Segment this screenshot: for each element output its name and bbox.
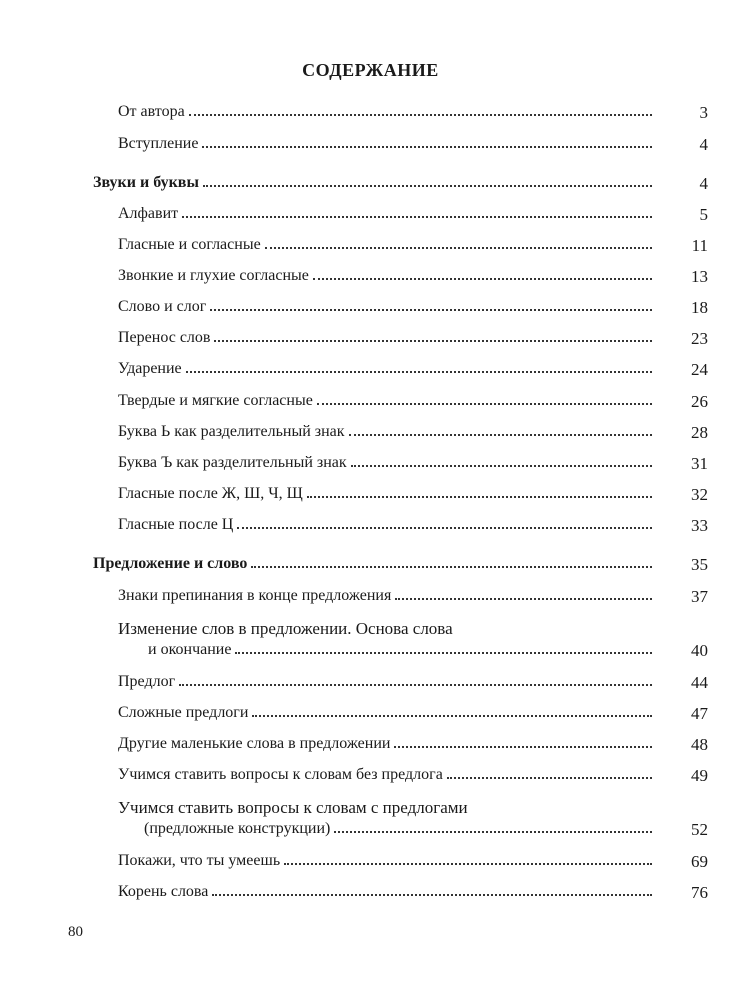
leader-dots xyxy=(317,403,652,405)
toc-entry-label: Гласные после Ц xyxy=(118,516,234,533)
leader-dots xyxy=(210,309,652,311)
toc-entry-label: Другие маленькие слова в предложении xyxy=(118,735,391,752)
toc-entry-page: 48 xyxy=(691,735,708,754)
toc-entry-label: (предложные конструкции) xyxy=(144,820,331,837)
toc-section-label: Предложение и слово xyxy=(93,555,248,572)
toc-entry-label: Вступление xyxy=(118,135,199,152)
toc-entry-page: 47 xyxy=(691,704,708,723)
toc-entry-label: Предлог xyxy=(118,673,176,690)
toc-entry-page: 69 xyxy=(691,852,708,871)
toc-entry-label: и окончание xyxy=(148,641,232,658)
leader-dots xyxy=(307,496,652,498)
leader-dots xyxy=(395,598,652,600)
toc-entry-page: 31 xyxy=(691,454,708,473)
toc-entry-page: 24 xyxy=(691,360,708,379)
leader-dots xyxy=(313,278,652,280)
toc-entry-label: Ударение xyxy=(118,360,182,377)
toc-entry-label: Гласные и согласные xyxy=(118,236,261,253)
toc-entry-page: 49 xyxy=(691,766,708,785)
toc-entry-label: Твердые и мягкие согласные xyxy=(118,392,313,409)
toc-entry xyxy=(118,766,656,784)
toc-entry-label: Гласные после Ж, Ш, Ч, Щ xyxy=(118,485,303,502)
toc-entry xyxy=(118,735,656,753)
toc-entry-label: Буква Ь как разделительный знак xyxy=(118,423,345,440)
toc-entry xyxy=(144,820,656,838)
toc-entry-page: 13 xyxy=(691,267,708,286)
leader-dots xyxy=(186,371,652,373)
leader-dots xyxy=(203,185,652,187)
toc-section-label: Звуки и буквы xyxy=(93,174,199,191)
toc-entry-label: Знаки препинания в конце предложения xyxy=(118,587,392,604)
toc-entry-line1: Изменение слов в предложении. Основа слова xyxy=(118,619,453,638)
leader-dots xyxy=(447,777,652,779)
toc-entry-page: 33 xyxy=(691,516,708,535)
leader-dots xyxy=(214,340,652,342)
leader-dots xyxy=(182,216,652,218)
toc-entry xyxy=(118,423,656,441)
toc-entry xyxy=(118,329,656,347)
leader-dots xyxy=(349,434,652,436)
leader-dots xyxy=(394,746,652,748)
toc-entry-page: 40 xyxy=(691,641,708,660)
toc-entry-page: 18 xyxy=(691,298,708,317)
toc-entry xyxy=(118,587,656,605)
leader-dots xyxy=(202,146,652,148)
toc-entry xyxy=(118,135,656,153)
toc-entry-page: 4 xyxy=(699,135,708,154)
toc-section xyxy=(93,174,656,192)
toc-entry-page: 52 xyxy=(691,820,708,839)
toc-entry-label: Учимся ставить вопросы к словам без предлога xyxy=(118,766,443,783)
toc-entry xyxy=(118,704,656,722)
leader-dots xyxy=(284,863,652,865)
page-title: СОДЕРЖАНИЕ xyxy=(302,60,439,80)
toc-entry-page: 32 xyxy=(691,485,708,504)
toc-section-page: 35 xyxy=(691,555,708,574)
toc-entry xyxy=(118,392,656,410)
leader-dots xyxy=(252,715,652,717)
leader-dots xyxy=(189,114,652,116)
leader-dots xyxy=(351,465,652,467)
toc-entry-page: 28 xyxy=(691,423,708,442)
toc-entry-label: Алфавит xyxy=(118,205,179,222)
toc-entry-label: От автора xyxy=(118,103,185,120)
toc-entry xyxy=(148,641,656,659)
page-number: 80 xyxy=(68,924,83,940)
toc-section-page: 4 xyxy=(699,174,708,193)
toc-entry-label: Корень слова xyxy=(118,883,209,900)
toc-entry-label: Покажи, что ты умеешь xyxy=(118,852,281,869)
toc-entry-page: 3 xyxy=(699,103,708,122)
toc-entry-line1: Учимся ставить вопросы к словам с предлогами xyxy=(118,798,468,817)
toc-entry-label: Буква Ъ как разделительный знак xyxy=(118,454,347,471)
toc-entry-page: 23 xyxy=(691,329,708,348)
toc-entry-page: 44 xyxy=(691,673,708,692)
toc-entry xyxy=(118,267,656,285)
toc-entry xyxy=(118,236,656,254)
toc-entry-page: 76 xyxy=(691,883,708,902)
leader-dots xyxy=(265,247,652,249)
toc-entry xyxy=(118,360,656,378)
toc-entry-page: 11 xyxy=(691,236,708,255)
toc-entry xyxy=(118,454,656,472)
toc-entry xyxy=(118,852,656,870)
leader-dots xyxy=(251,566,652,568)
toc-entry-label: Перенос слов xyxy=(118,329,211,346)
toc-entry-label: Слово и слог xyxy=(118,298,207,315)
toc-entry xyxy=(118,516,656,534)
toc-entry xyxy=(118,103,656,121)
toc-entry xyxy=(118,883,656,901)
leader-dots xyxy=(235,652,652,654)
leader-dots xyxy=(237,527,652,529)
toc-section xyxy=(93,555,656,573)
toc-entry-page: 5 xyxy=(699,205,708,224)
leader-dots xyxy=(334,831,652,833)
toc-entry-label: Сложные предлоги xyxy=(118,704,249,721)
leader-dots xyxy=(212,894,652,896)
toc-entry-label: Звонкие и глухие согласные xyxy=(118,267,309,284)
toc-entry xyxy=(118,673,656,691)
toc-entry-page: 37 xyxy=(691,587,708,606)
toc-entry xyxy=(118,205,656,223)
toc-entry xyxy=(118,485,656,503)
toc-entry-page: 26 xyxy=(691,392,708,411)
toc-entry xyxy=(118,298,656,316)
leader-dots xyxy=(179,684,652,686)
